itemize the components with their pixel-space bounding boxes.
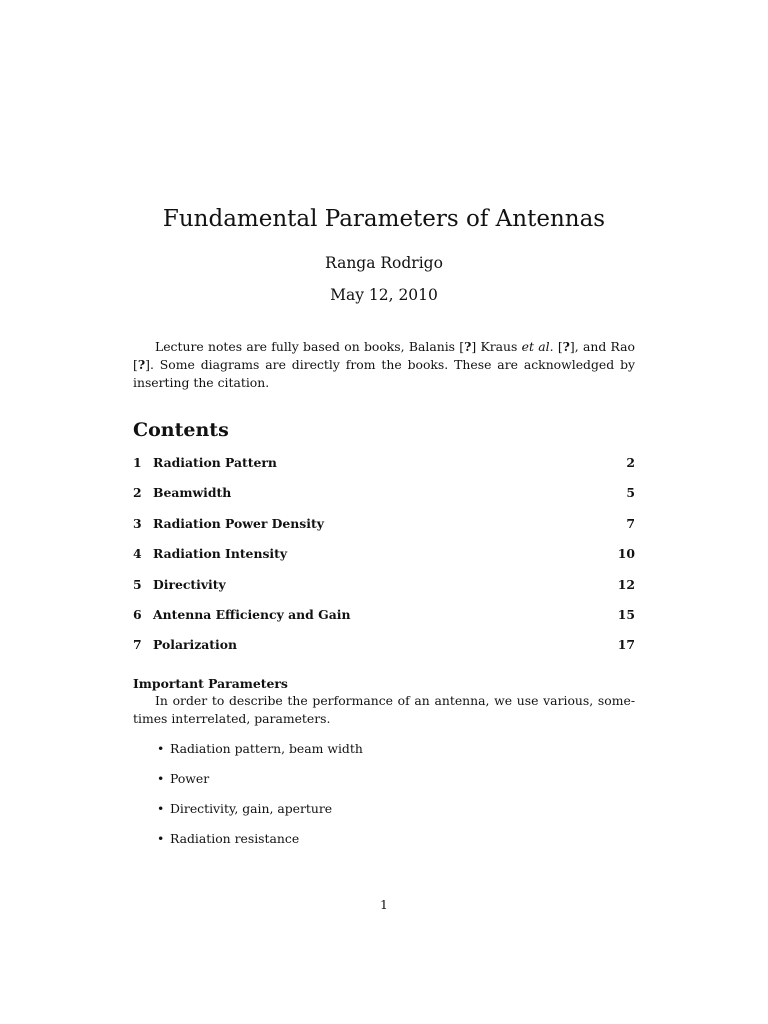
list-item [157, 829, 363, 859]
bullet-icon: • [157, 801, 165, 816]
list-item [157, 799, 363, 829]
contents-heading: Contents [133, 419, 229, 441]
toc-entry-beamwidth[interactable] [133, 483, 635, 513]
abstract-text-3: [ [553, 339, 563, 354]
toc-number: 3 [133, 515, 142, 531]
toc-number: 2 [133, 485, 142, 501]
paper-title: Fundamental Parameters of Antennas [162, 206, 606, 232]
important-parameters-heading: Important Parameters [133, 676, 288, 691]
toc-entry-radiation-pattern[interactable] [133, 453, 635, 483]
toc-title: Radiation Pattern [153, 455, 277, 470]
toc-page-number: 15 [617, 606, 635, 622]
bullet-text: Radiation pattern, beam width [170, 741, 363, 756]
bullet-icon: • [157, 831, 165, 846]
toc-entry-directivity[interactable] [133, 575, 635, 605]
bullet-text: Directivity, gain, aperture [170, 801, 333, 816]
toc-title: Beamwidth [153, 485, 232, 501]
bullet-text: Power [170, 771, 210, 786]
abstract-text-2: ] Kraus [471, 339, 522, 354]
toc-page-number: 7 [626, 515, 635, 531]
citation-2[interactable]: ? [562, 339, 570, 354]
toc-title: Radiation Intensity [153, 546, 288, 562]
author-name: Ranga Rodrigo [325, 254, 443, 272]
table-of-contents [133, 453, 635, 666]
toc-title: Polarization [153, 637, 237, 653]
toc-page-number: 12 [617, 576, 635, 592]
toc-page-number: 17 [617, 637, 635, 653]
citation-3[interactable]: ? [137, 357, 146, 372]
abstract-text-4: ], and Rao [ [133, 339, 635, 372]
toc-number: 6 [133, 606, 142, 622]
toc-title: Radiation Power Density [153, 515, 324, 531]
abstract-paragraph [133, 338, 635, 392]
toc-entry-antenna-efficiency-and-gain[interactable] [133, 605, 635, 635]
toc-number: 7 [133, 637, 142, 653]
toc-page-number: 5 [626, 485, 635, 501]
toc-entry-polarization[interactable] [133, 635, 635, 665]
parameters-bullet-list [157, 739, 363, 859]
toc-title: Antenna Efficiency and Gain [153, 606, 351, 622]
toc-page-number: 2 [626, 455, 635, 470]
toc-number: 4 [133, 546, 142, 562]
et-al-text: et al. [521, 339, 554, 354]
toc-page-number: 10 [617, 546, 635, 562]
list-item [157, 769, 363, 799]
list-item [157, 739, 363, 769]
bullet-text: Radiation resistance [170, 831, 300, 846]
toc-title: Directivity [153, 576, 226, 592]
page-number: 1 [380, 897, 388, 912]
toc-entry-radiation-intensity[interactable] [133, 544, 635, 574]
toc-number: 1 [133, 455, 142, 470]
toc-number: 5 [133, 576, 142, 592]
bullet-icon: • [157, 771, 165, 786]
abstract-text-1: Lecture notes are fully based on books, Balanis [ [155, 339, 465, 354]
important-parameters-paragraph: In order to describe the performance of an antenna, we use various, sometimes interrelated, parameters. [133, 693, 635, 726]
bullet-icon: • [157, 741, 165, 756]
publication-date: May 12, 2010 [330, 286, 438, 304]
abstract-text-5: ]. Some diagrams are directly from the books. These are acknowledged by inserting the citation. [133, 357, 635, 390]
citation-1[interactable]: ? [464, 339, 472, 354]
toc-entry-radiation-power-density[interactable] [133, 514, 635, 544]
